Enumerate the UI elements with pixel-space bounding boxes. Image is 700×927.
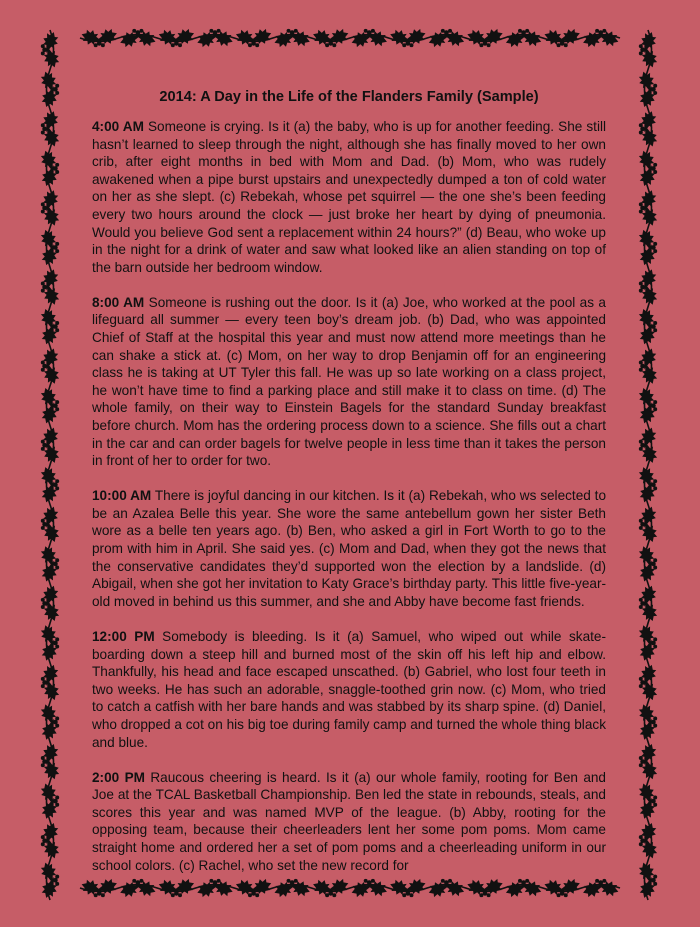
holly-sprig [637, 267, 660, 308]
holly-sprig [636, 623, 659, 664]
holly-sprig [503, 27, 544, 50]
holly-sprig [637, 583, 660, 624]
entry-time: 12:00 PM [92, 628, 155, 644]
holly-sprig [39, 820, 62, 861]
holly-sprig [637, 29, 660, 70]
holly-sprig [636, 702, 659, 743]
holly-sprig [349, 27, 390, 50]
holly-sprig [38, 544, 61, 585]
holly-sprig [580, 27, 621, 50]
entry-8am [92, 294, 606, 470]
holly-sprig [38, 781, 61, 822]
holly-sprig [310, 26, 351, 49]
holly-sprig [38, 148, 61, 189]
holly-sprig [39, 662, 62, 703]
holly-sprig [637, 425, 660, 466]
entry-text: Somebody is bleeding. Is it (a) Samuel, who wiped out while skate-boarding down a steep hill and burned most of the skin off his left hip and elbow. Thankfully, his head and face escaped unscathed. (b) Gabriel, who lost four teeth in two weeks. He has such an adorable, snaggle-toothed grin now. (c) Mom, who tried to catch a catfish with her bare hands and was stabbed by its sharp spine. (d) Daniel, who dropped a cot on his big toe during family camp and turned the whole thing black and blue. [92, 628, 606, 750]
entry-4am [92, 118, 606, 276]
holly-sprig [38, 227, 61, 268]
holly-sprig [636, 544, 659, 585]
holly-sprig [118, 27, 159, 50]
holly-sprig [636, 781, 659, 822]
holly-sprig [156, 26, 197, 49]
holly-sprig [636, 227, 659, 268]
holly-sprig [38, 464, 61, 505]
border-right [636, 29, 660, 900]
holly-sprig [39, 29, 62, 70]
holly-sprig [636, 69, 659, 110]
entry-text: Someone is crying. Is it (a) the baby, who is up for another feeding. She still hasn’t learned to sleep through the night, although she has finally moved to her own crib, after eight months in bed with Mom and Dad. (b) Mom, who was rudely awakened when a pipe burst upstairs and unexpectedly dumped a ton of cold water on her as she slept. (c) Rebekah, whose pet squirrel — the one she’s been feeding every two hours around the clock — just broke her heart by dying of pneumonia. Would you believe God sent a replacement within 24 hours?” (d) Beau, who woke up in the night for a drink of water and saw what looked like an alien standing on top of the barn outside her bedroom window. [92, 119, 607, 275]
holly-sprig [39, 267, 62, 308]
holly-sprig [637, 188, 660, 229]
entry-time: 4:00 AM [92, 119, 144, 134]
holly-sprig [637, 741, 660, 782]
holly-sprig [636, 306, 659, 347]
holly-sprig [38, 623, 61, 664]
holly-sprig [38, 860, 61, 901]
holly-sprig [637, 109, 660, 150]
holly-sprig [636, 860, 659, 901]
holly-sprig [39, 583, 62, 624]
holly-sprig [388, 26, 429, 49]
holly-sprig [39, 188, 62, 229]
entry-2pm [92, 769, 606, 875]
holly-sprig [636, 148, 659, 189]
holly-sprig [38, 306, 61, 347]
holly-sprig [636, 464, 659, 505]
holly-sprig [637, 662, 660, 703]
border-left [38, 29, 62, 900]
border-top [79, 26, 621, 50]
holly-sprig [195, 27, 236, 50]
entry-time: 8:00 AM [92, 294, 145, 310]
entry-time: 2:00 PM [92, 769, 145, 785]
holly-sprig [637, 504, 660, 545]
holly-sprig [39, 425, 62, 466]
holly-sprig [636, 385, 659, 426]
holly-sprig [79, 26, 120, 49]
holly-sprig [38, 702, 61, 743]
entry-text: There is joyful dancing in our kitchen. Is it (a) Rebekah, who ws selected to be an Azalea Belle this year. She wore the same antebellum gown her sister Beth wore as a belle ten years ago. (b) Ben, who asked a girl in Fort Worth to go to the prom with him in April. She said yes. (c) Mom and Dad, when they got the news that the conservative candidates they’d supported won the election by a landslide. (d) Abigail, when she got her invitation to Katy Grace’s birthday party. This little five-year-old moved in behind us this summer, and she and Abby have become fast friends. [92, 488, 607, 609]
entry-12pm [92, 628, 606, 751]
holly-sprig [38, 385, 61, 426]
holly-sprig [465, 26, 506, 49]
holly-sprig [39, 504, 62, 545]
holly-sprig [272, 27, 313, 50]
entry-text: Raucous cheering is heard. Is it (a) our whole family, rooting for Ben and Joe at the TCAL Basketball Championship. Ben led the state in rebounds, steals, and scores this year and was named MVP of the league. (b) Abby, rooting for the opposing team, because their cheerleaders lent her some pom poms. Mom came straight home and ordered her a set of pom poms and a cheerleading uniform in our school colors. (c) Rachel, who set the new record for [92, 769, 606, 873]
entry-10am [92, 487, 606, 610]
holly-sprig [426, 27, 467, 50]
entry-text: Someone is rushing out the door. Is it (a) Joe, who worked at the pool as a lifeguard all summer — every teen boy’s dream job. (b) Dad, who was appointed Chief of Staff at the hospital this year and must now attend more meetings than he can shake a stick at. (c) Mom, on her way to drop Benjamin off for an engineering class he is taking at UT Tyler this fall. He was up so late working on a class project, he won’t have time to find a parking place and still make it to class on time. (d) The whole family, on their way to Einstein Bagels for the standard Sunday breakfast before church. Mom has the ordering process down to a science. She fills out a chart in the car and can order bagels for twelve people in less time than it takes the person in front of her to order for two. [92, 294, 606, 469]
entry-time: 10:00 AM [92, 488, 152, 504]
holly-sprig [637, 820, 660, 861]
holly-sprig [542, 26, 583, 49]
holly-sprig [233, 26, 274, 49]
holly-sprig [39, 741, 62, 782]
holly-sprig [38, 69, 61, 110]
holly-sprig [39, 346, 62, 387]
holly-sprig [637, 346, 660, 387]
holly-sprig [39, 109, 62, 150]
letter-body [92, 88, 606, 892]
page-title: 2014: A Day in the Life of the Flanders Family (Sample) [159, 89, 539, 105]
